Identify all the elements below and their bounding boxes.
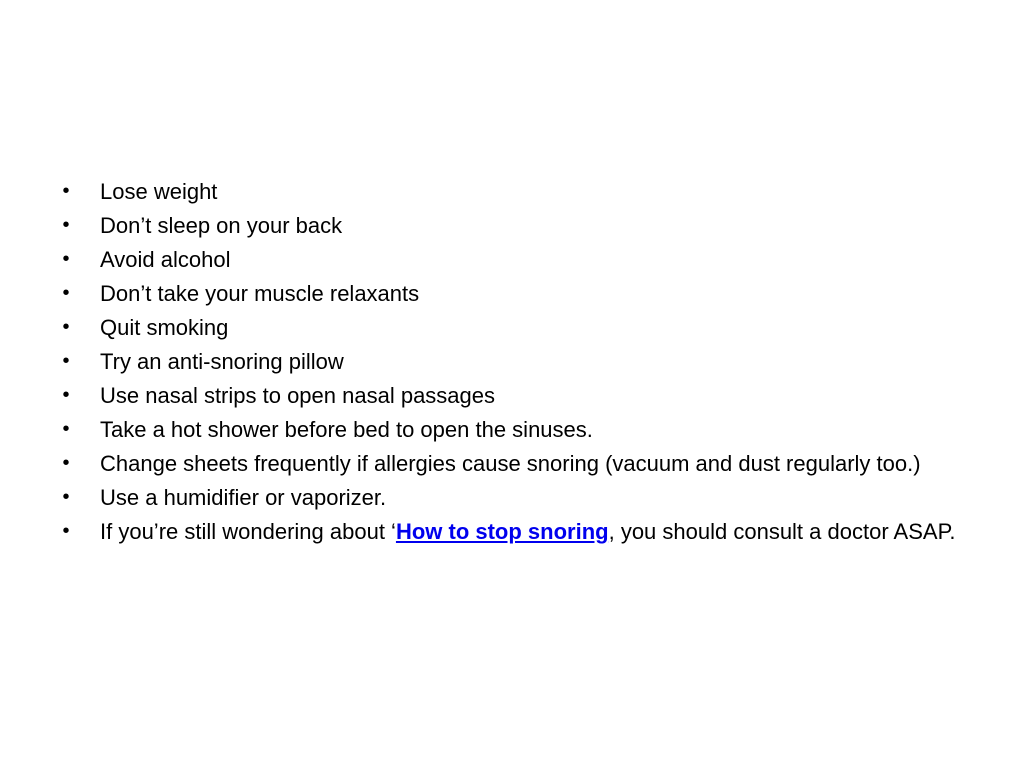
- list-item: [60, 178, 960, 205]
- list-item-text: Don’t take your muscle relaxants: [100, 281, 420, 306]
- bullet-icon: •: [62, 316, 70, 338]
- list-item-text: Don’t sleep on your back: [100, 213, 343, 238]
- list-item: [60, 382, 960, 409]
- list-item-text: Quit smoking: [100, 315, 229, 340]
- list-item: [60, 348, 960, 375]
- list-item: [60, 450, 960, 477]
- list-item: [60, 246, 960, 273]
- bullet-icon: •: [62, 248, 70, 270]
- list-item-suffix: , you should consult a doctor ASAP.: [608, 519, 956, 544]
- list-item-text: Use a humidifier or vaporizer.: [100, 485, 387, 510]
- list-item: [60, 484, 960, 511]
- bullet-icon: •: [62, 418, 70, 440]
- list-item: [60, 212, 960, 239]
- bullet-icon: •: [62, 282, 70, 304]
- bullet-icon: •: [62, 350, 70, 372]
- how-to-stop-snoring-link[interactable]: How to stop snoring: [395, 519, 609, 544]
- list-item-text: Use nasal strips to open nasal passages: [100, 383, 496, 408]
- bullet-list: [60, 178, 960, 552]
- bullet-icon: •: [62, 520, 70, 542]
- list-item: [60, 416, 960, 443]
- list-item-prefix: If you’re still wondering about ‘: [100, 519, 396, 544]
- bullet-icon: •: [62, 452, 70, 474]
- list-item-text: Lose weight: [100, 179, 218, 204]
- list-item-last: [60, 518, 960, 545]
- bullet-icon: •: [62, 384, 70, 406]
- list-item: [60, 314, 960, 341]
- bullet-icon: •: [62, 486, 70, 508]
- list-item-text: Try an anti-snoring pillow: [100, 349, 344, 374]
- list-item: [60, 280, 960, 307]
- bullet-icon: •: [62, 214, 70, 236]
- bullet-icon: •: [62, 180, 70, 202]
- list-item-text: Take a hot shower before bed to open the sinuses.: [100, 417, 593, 442]
- list-item-text: Avoid alcohol: [100, 247, 231, 272]
- list-item-text: Change sheets frequently if allergies cause snoring (vacuum and dust regularly too.): [100, 451, 921, 476]
